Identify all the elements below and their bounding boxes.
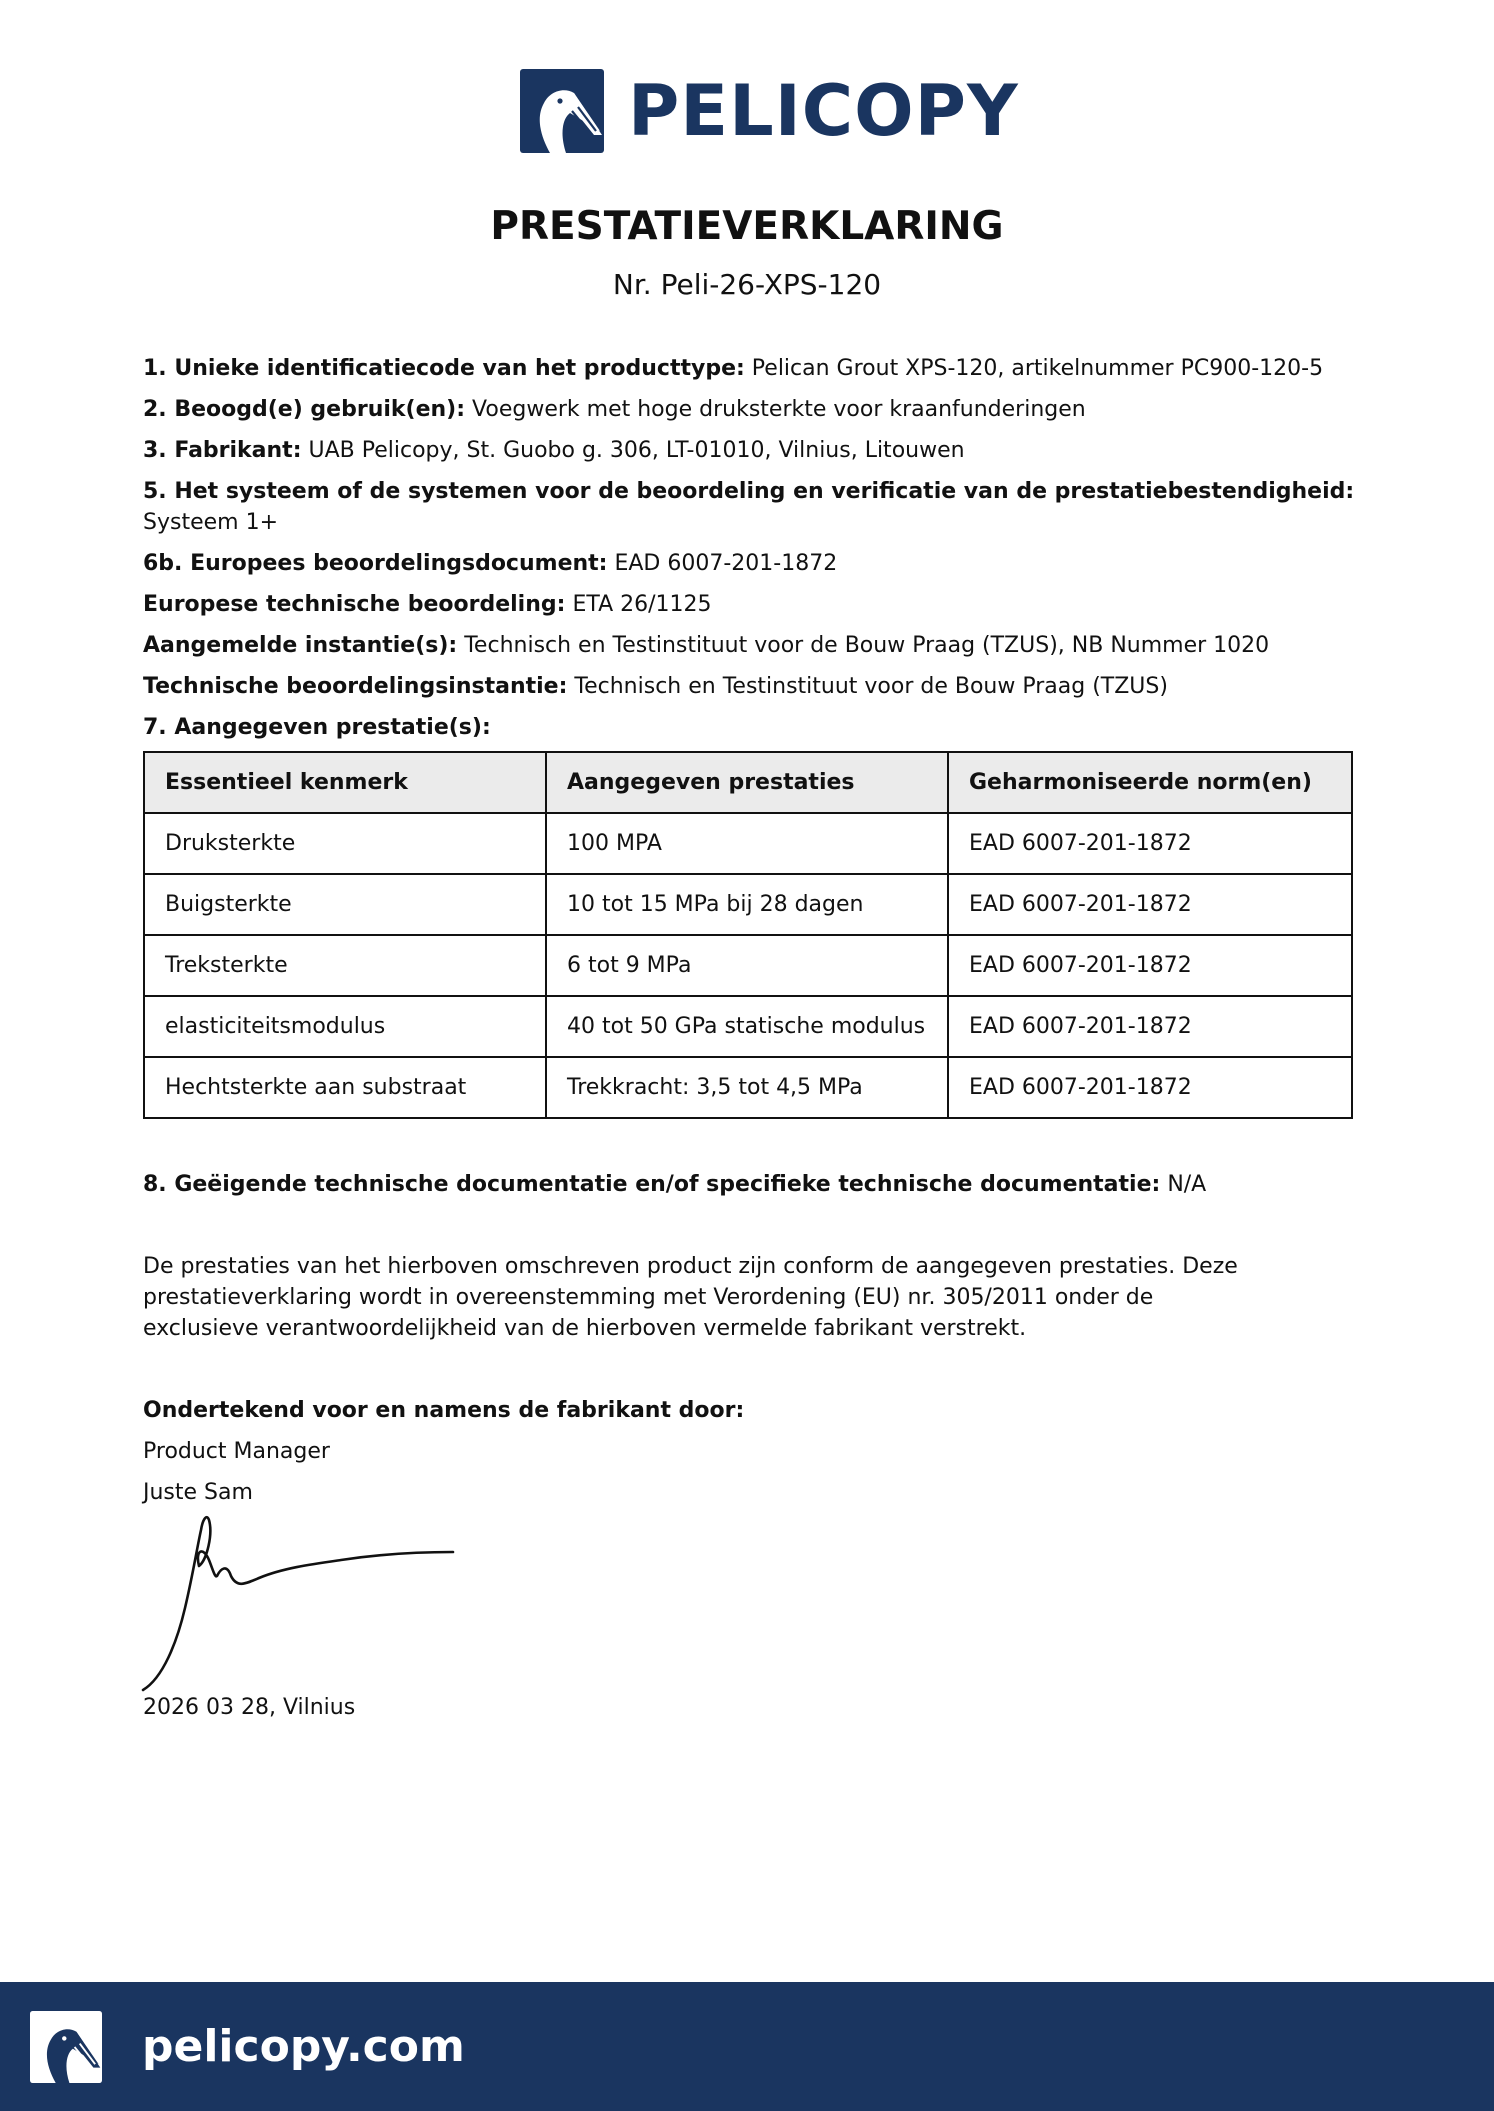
field-technical-documentation <box>143 1169 1358 1200</box>
conformity-statement: De prestaties van het hierboven omschreven product zijn conform de aangegeven prestaties. Deze prestatieverklaring wordt in overeenstemming met Verordening (EU) nr. 305/2011 onder de exclusieve verantwoordelijkheid van de hierboven vermelde fabrikant verstrekt. <box>143 1254 1238 1341</box>
field-label: Aangemelde instantie(s): <box>143 633 458 658</box>
footer-bar <box>0 1982 1494 2111</box>
table-cell: 6 tot 9 MPa <box>546 935 948 996</box>
table-row <box>144 874 1352 935</box>
table-cell: Hechtsterkte aan substraat <box>144 1057 546 1118</box>
field-label: Europese technische beoordeling: <box>143 592 566 617</box>
table-header-row <box>144 752 1352 813</box>
table-cell: elasticiteitsmodulus <box>144 996 546 1057</box>
field-value: Technisch en Testinstituut voor de Bouw Praag (TZUS) <box>574 674 1168 699</box>
column-header: Essentieel kenmerk <box>144 752 546 813</box>
performance-table <box>143 751 1353 1119</box>
table-cell: 40 tot 50 GPa statische modulus <box>546 996 948 1057</box>
table-cell: EAD 6007-201-1872 <box>948 874 1352 935</box>
column-header: Geharmoniseerde norm(en) <box>948 752 1352 813</box>
signatory-name: Juste Sam <box>143 1480 253 1505</box>
field-tab <box>143 671 1358 702</box>
field-label: 6b. Europees beoordelingsdocument: <box>143 551 608 576</box>
field-label: 1. Unieke identificatiecode van het producttype: <box>143 356 745 381</box>
field-value: Pelican Grout XPS-120, artikelnummer PC900-120-5 <box>751 356 1324 381</box>
field-label: 7. Aangegeven prestatie(s): <box>143 715 491 740</box>
table-row <box>144 996 1352 1057</box>
signature-date-place: 2026 03 28, Vilnius <box>143 1695 356 1720</box>
field-product-id <box>143 353 1358 384</box>
document-body <box>143 353 1358 1723</box>
field-value: N/A <box>1167 1172 1207 1197</box>
brand-logo <box>520 69 1019 153</box>
field-label: 8. Geëigende technische documentatie en/of specifieke technische documentatie: <box>143 1172 1161 1197</box>
table-cell: 100 MPA <box>546 813 948 874</box>
field-value: Voegwerk met hoge druksterkte voor kraanfunderingen <box>472 397 1086 422</box>
field-value: ETA 26/1125 <box>572 592 712 617</box>
pelican-logo-icon <box>30 2011 102 2083</box>
field-value: UAB Pelicopy, St. Guobo g. 306, LT-01010, Vilnius, Litouwen <box>308 438 965 463</box>
field-value: Technisch en Testinstituut voor de Bouw Praag (TZUS), NB Nummer 1020 <box>464 633 1270 658</box>
table-row <box>144 813 1352 874</box>
table-cell: EAD 6007-201-1872 <box>948 996 1352 1057</box>
table-cell: Trekkracht: 3,5 tot 4,5 MPa <box>546 1057 948 1118</box>
signed-by-heading: Ondertekend voor en namens de fabrikant door: <box>143 1398 745 1423</box>
brand-name: PELICOPY <box>628 70 1019 152</box>
website-link[interactable]: pelicopy.com <box>142 2021 465 2072</box>
table-cell: EAD 6007-201-1872 <box>948 1057 1352 1118</box>
document-title: PRESTATIEVERKLARING <box>490 204 1004 249</box>
handwritten-signature <box>141 1512 461 1692</box>
table-cell: EAD 6007-201-1872 <box>948 935 1352 996</box>
table-cell: Buigsterkte <box>144 874 546 935</box>
field-label: 3. Fabrikant: <box>143 438 302 463</box>
column-header: Aangegeven prestaties <box>546 752 948 813</box>
document-number: Nr. Peli-26-XPS-120 <box>612 268 882 301</box>
field-ead <box>143 548 1358 579</box>
field-value: Systeem 1+ <box>143 510 278 535</box>
field-avcp-system <box>143 476 1358 538</box>
signatory-role: Product Manager <box>143 1439 330 1464</box>
field-label: 2. Beoogd(e) gebruik(en): <box>143 397 466 422</box>
table-cell: 10 tot 15 MPa bij 28 dagen <box>546 874 948 935</box>
field-manufacturer <box>143 435 1358 466</box>
field-notified-body <box>143 630 1358 661</box>
table-row <box>144 1057 1352 1118</box>
performance-heading <box>143 712 1358 743</box>
table-cell: Treksterkte <box>144 935 546 996</box>
field-value: EAD 6007-201-1872 <box>614 551 838 576</box>
table-row <box>144 935 1352 996</box>
field-label: 5. Het systeem of de systemen voor de beoordeling en verificatie van de prestatiebestendigheid: <box>143 479 1355 504</box>
field-eta <box>143 589 1358 620</box>
table-cell: EAD 6007-201-1872 <box>948 813 1352 874</box>
field-intended-use <box>143 394 1358 425</box>
table-cell: Druksterkte <box>144 813 546 874</box>
field-label: Technische beoordelingsinstantie: <box>143 674 568 699</box>
pelican-logo-icon <box>520 69 604 153</box>
